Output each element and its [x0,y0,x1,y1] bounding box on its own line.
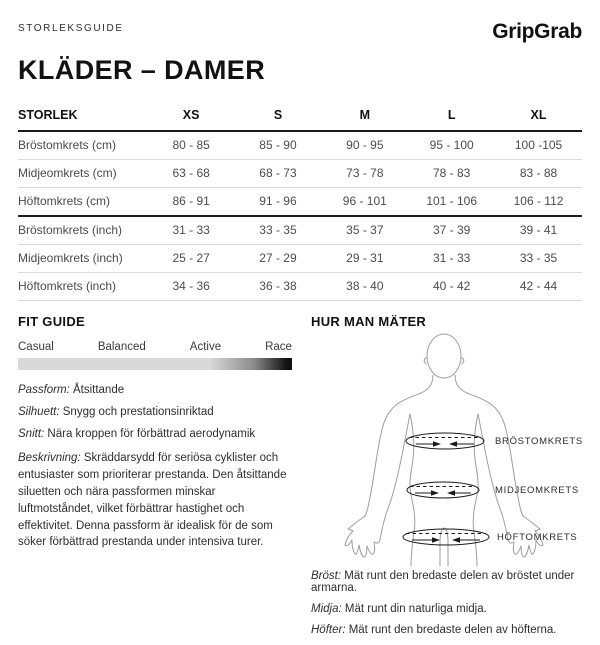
page-title: KLÄDER – DAMER [18,55,266,85]
column-header-l: L [408,103,495,131]
table-cell: 85 - 90 [235,131,322,160]
table-cell: 68 - 73 [235,160,322,188]
table-cell: 33 - 35 [235,216,322,245]
column-header-s: S [235,103,322,131]
table-cell: 37 - 39 [408,216,495,245]
fit-label-race: Race [265,341,292,353]
table-cell: 80 - 85 [148,131,235,160]
fit-scale-labels [18,341,292,353]
table-cell: 34 - 36 [148,273,235,301]
table-cell: 78 - 83 [408,160,495,188]
fit-description-text: Skräddarsydd för seriösa cyklister och entusiaster som prioriterar prestanda. Den åtsittande siluetten och nära passformen minskar luftmotståndet, vilket förbättrar hastighet och effektivitet. Denna passform är idealisk för de som söker förbättrad prestanda under intensiva turer. [18,452,287,549]
measure-note-text: Mät runt din naturliga midja. [341,603,487,615]
hip-measure-label: HÖFTOMKRETS [497,532,578,543]
table-cell: 31 - 33 [408,245,495,273]
fit-label-casual: Casual [18,341,54,353]
size-table [18,103,582,301]
hip-measure-line [403,529,489,545]
breadcrumb: STORLEKSGUIDE [18,23,124,34]
body-measurement-diagram [311,332,591,566]
measure-note-midja [311,603,582,615]
table-cell: 95 - 100 [408,131,495,160]
fit-description [18,450,292,551]
table-row [18,131,582,160]
measure-heading: HUR MAN MÄTER [311,314,427,329]
table-cell: 27 - 29 [235,245,322,273]
fit-gradient-bar [18,358,292,370]
fit-label-balanced: Balanced [97,341,146,353]
table-row [18,188,582,217]
table-row [18,245,582,273]
chest-measure-label: BRÖSTOMKRETS [495,436,583,447]
header [18,20,582,44]
fit-attr-label: Passform: [18,384,70,396]
measure-section [311,314,582,645]
column-header-xs: XS [148,103,235,131]
fit-attr-value: Nära kroppen för förbättrad aerodynamik [44,428,256,440]
column-header-storlek: STORLEK [18,103,148,131]
measure-note-brost [311,570,582,594]
table-cell: 100 -105 [495,131,582,160]
fit-guide-heading: FIT GUIDE [18,314,85,329]
table-cell: 101 - 106 [408,188,495,217]
measure-note-hofter [311,624,582,636]
measure-note-text: Mät runt den bredaste delen av höfterna. [345,624,557,636]
table-row [18,216,582,245]
gripgrab-logo: GripGrab [492,20,582,43]
row-label: Höftomkrets (cm) [18,188,148,217]
fit-attr-snitt [18,428,292,440]
column-header-m: M [321,103,408,131]
row-label: Midjeomkrets (cm) [18,160,148,188]
fit-attr-label: Snitt: [18,428,45,440]
waist-measure-label: MIDJEOMKRETS [495,485,579,496]
table-cell: 36 - 38 [235,273,322,301]
table-cell: 106 - 112 [495,188,582,217]
chest-measure-line [406,433,484,449]
row-label: Bröstomkrets (cm) [18,131,148,160]
table-cell: 42 - 44 [495,273,582,301]
fit-attr-label: Silhuett: [18,406,60,418]
table-cell: 38 - 40 [321,273,408,301]
table-cell: 33 - 35 [495,245,582,273]
table-cell: 35 - 37 [321,216,408,245]
row-label: Höftomkrets (inch) [18,273,148,301]
table-cell: 39 - 41 [495,216,582,245]
table-cell: 96 - 101 [321,188,408,217]
table-cell: 63 - 68 [148,160,235,188]
table-cell: 25 - 27 [148,245,235,273]
table-cell: 40 - 42 [408,273,495,301]
table-cell: 83 - 88 [495,160,582,188]
measure-instructions [311,570,582,636]
table-cell: 90 - 95 [321,131,408,160]
measure-note-label: Bröst: [311,570,342,582]
table-cell: 86 - 91 [148,188,235,217]
measure-note-text: Mät runt den bredaste delen av bröstet under armarna. [311,570,575,594]
table-cell: 31 - 33 [148,216,235,245]
fit-attributes [18,384,292,440]
measure-note-label: Midja: [311,603,342,615]
table-cell: 73 - 78 [321,160,408,188]
fit-attr-passform [18,384,292,396]
fit-description-label: Beskrivning: [18,452,81,464]
table-row [18,273,582,301]
fit-label-active: Active [189,341,222,353]
column-header-xl: XL [495,103,582,131]
table-cell: 29 - 31 [321,245,408,273]
fit-attr-silhuett [18,406,292,418]
row-label: Bröstomkrets (inch) [18,216,148,245]
measure-note-label: Höfter: [311,624,346,636]
waist-measure-line [407,482,479,498]
fit-attr-value: Snygg och prestationsinriktad [59,406,214,418]
table-header-row [18,103,582,131]
row-label: Midjeomkrets (inch) [18,245,148,273]
fit-attr-value: Åtsittande [69,384,125,396]
table-cell: 91 - 96 [235,188,322,217]
fit-guide-section [18,314,292,645]
table-row [18,160,582,188]
